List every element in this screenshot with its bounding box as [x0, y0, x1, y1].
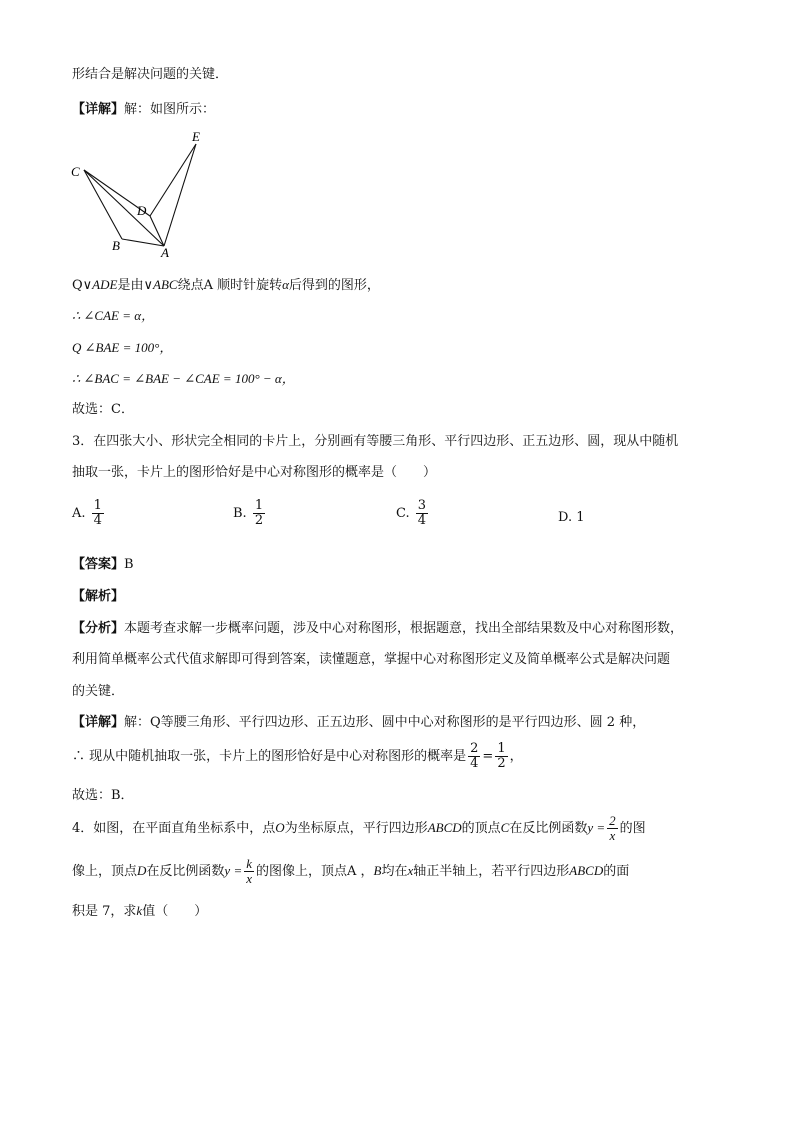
fraction: $\frac{1}{4}$ [93, 498, 102, 528]
geometry-figure [66, 126, 216, 260]
fraction: $\frac{1}{2}$ [497, 741, 506, 771]
section-tag: 【详解】 [72, 715, 125, 730]
text-line: Q∨ADE是由∨ABC绕点A 顺时针旋转α后得到的图形， [72, 277, 380, 293]
section-tag: 【详解】 [72, 102, 125, 117]
answer-line: 【答案】B [72, 557, 134, 572]
segment-DE [150, 144, 196, 216]
text-line: 的关键． [72, 684, 125, 699]
label-D: D [137, 203, 147, 218]
option-c: C. $\frac{3}{4}$ [396, 498, 427, 528]
text-line: 【详解】解：如图所示： [72, 102, 216, 117]
question-3-stem: 抽取一张，卡片上的图形恰好是中心对称图形的概率是（ ） [72, 465, 437, 480]
text-line: 【分析】本题考查求解一步概率问题，涉及中心对称图形，根据题意，找出全部结果数及中心对称图形数， [72, 621, 684, 636]
label-C: C [71, 164, 80, 179]
option-b: B. $\frac{1}{2}$ [233, 498, 264, 528]
section-tag: 【答案】 [72, 557, 125, 572]
text-line: ∴ ∠CAE = α， [72, 308, 155, 323]
fraction: $\frac{1}{2}$ [254, 498, 264, 528]
text-line: 形结合是解决问题的关键． [72, 67, 229, 82]
text-line: Q ∠BAE = 100°， [72, 340, 173, 355]
text-line: 故选：C． [72, 402, 134, 417]
label-A: A [161, 245, 169, 260]
section-tag: 【解析】 [72, 589, 125, 604]
segment-CA [84, 170, 164, 246]
option-d: D. 1 [558, 510, 585, 525]
segment-DA [150, 216, 164, 246]
text-line: ∴ 现从中随机抽取一张，卡片上的图形恰好是中心对称图形的概率是 $\frac{2}{4}$ = $\frac{1}{2}$ ， [72, 741, 523, 771]
option-a: A. $\frac{1}{4}$ [72, 498, 102, 528]
question-4-stem: 积是 7，求k值（ ） [72, 903, 208, 919]
fraction: $\frac{2}{4}$ [470, 741, 479, 771]
fraction: $\frac{3}{4}$ [417, 498, 427, 528]
label-B: B [112, 238, 120, 253]
text-line: 利用简单概率公式代值求解即可得到答案，读懂题意，掌握中心对称图形定义及简单概率公式是解决问题 [72, 652, 671, 667]
fraction: $\frac{k}{x}$ [246, 856, 252, 886]
fraction: $\frac{2}{x}$ [609, 813, 616, 843]
label-E: E [192, 129, 200, 144]
segment-CB [84, 170, 122, 239]
text-line: 【详解】解：Q等腰三角形、平行四边形、正五边形、圆中中心对称图形的是平行四边形、圆 2 种， [72, 715, 646, 730]
section-tag: 【分析】 [72, 621, 125, 636]
question-3-stem: 3．在四张大小、形状完全相同的卡片上，分别画有等腰三角形、平行四边形、正五边形、圆，现从中随机 [72, 434, 679, 449]
question-4-stem: 4．如图，在平面直角坐标系中，点O为坐标原点，平行四边形ABCD的顶点C在反比例函数y = $\frac{2}{x}$ 的图 [72, 813, 646, 843]
text-line: ∴ ∠BAC = ∠BAE − ∠CAE = 100° − α， [72, 371, 295, 386]
text-line: 故选：B． [72, 788, 134, 803]
segment-EA [164, 144, 196, 246]
question-4-stem: 像上，顶点D在反比例函数y = $\frac{k}{x}$ 的图像上，顶点A ，B均在x轴正半轴上，若平行四边形ABCD的面 [72, 856, 630, 886]
